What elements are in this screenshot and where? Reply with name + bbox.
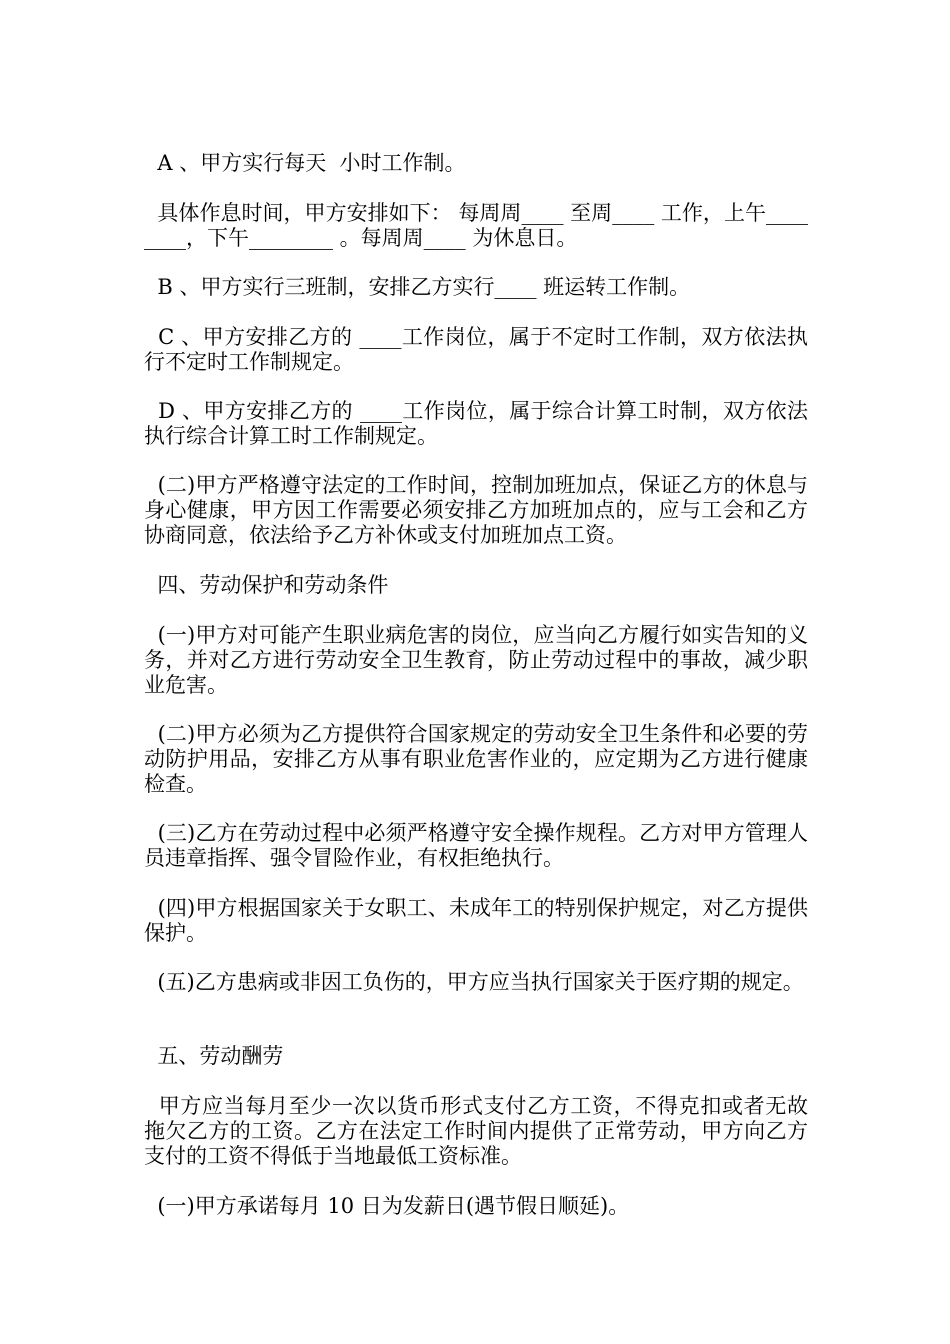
paragraph-comprehensive-d: D 、甲方安排乙方的 ____工作岗位，属于综合计算工时制，双方依法执行综合计算工时工作制规定。 — [144, 399, 808, 448]
paragraph-protection-5: (五)乙方患病或非因工负伤的，甲方应当执行国家关于医疗期的规定。 — [144, 970, 804, 994]
section-heading-remuneration: 五、劳动酬劳 — [144, 1044, 284, 1068]
paragraph-protection-1: (一)甲方对可能产生职业病危害的岗位，应当向乙方履行如实告知的义务，并对乙方进行劳动安全卫生教育，防止劳动过程中的事故，减少职业危害。 — [144, 623, 808, 697]
paragraph-protection-2: (二)甲方必须为乙方提供符合国家规定的劳动安全卫生条件和必要的劳动防护用品，安排乙方从事有职业危害作业的，应定期为乙方进行健康检查。 — [144, 722, 808, 796]
paragraph-protection-3: (三)乙方在劳动过程中必须严格遵守安全操作规程。乙方对甲方管理人员违章指挥、强令冒险作业，有权拒绝执行。 — [144, 821, 808, 870]
paragraph-shift-b: B 、甲方实行三班制，安排乙方实行____ 班运转工作制。 — [144, 275, 691, 299]
paragraph-schedule: 具体作息时间，甲方安排如下： 每周周____ 至周____ 工作，上午________，下午________ 。每周周____ 为休息日。 — [144, 201, 808, 250]
paragraph-overtime: (二)甲方严格遵守法定的工作时间，控制加班加点，保证乙方的休息与身心健康，甲方因工作需要必须安排乙方加班加点的，应与工会和乙方协商同意，依法给予乙方补休或支付加班加点工资。 — [144, 473, 808, 547]
paragraph-work-hours-a: A 、甲方实行每天 小时工作制。 — [144, 151, 466, 175]
paragraph-payday: (一)甲方承诺每月 10 日为发薪日(遇节假日顺延)。 — [144, 1194, 630, 1218]
paragraph-protection-4: (四)甲方根据国家关于女职工、未成年工的特别保护规定，对乙方提供保护。 — [144, 896, 808, 945]
paragraph-flexible-c: C 、甲方安排乙方的 ____工作岗位，属于不定时工作制，双方依法执行不定时工作制规定。 — [144, 325, 808, 374]
paragraph-wages: 甲方应当每月至少一次以货币形式支付乙方工资，不得克扣或者无故拖欠乙方的工资。乙方在法定工作时间内提供了正常劳动，甲方向乙方支付的工资不得低于当地最低工资标准。 — [144, 1094, 808, 1168]
section-heading-labor-protection: 四、劳动保护和劳动条件 — [144, 573, 389, 597]
